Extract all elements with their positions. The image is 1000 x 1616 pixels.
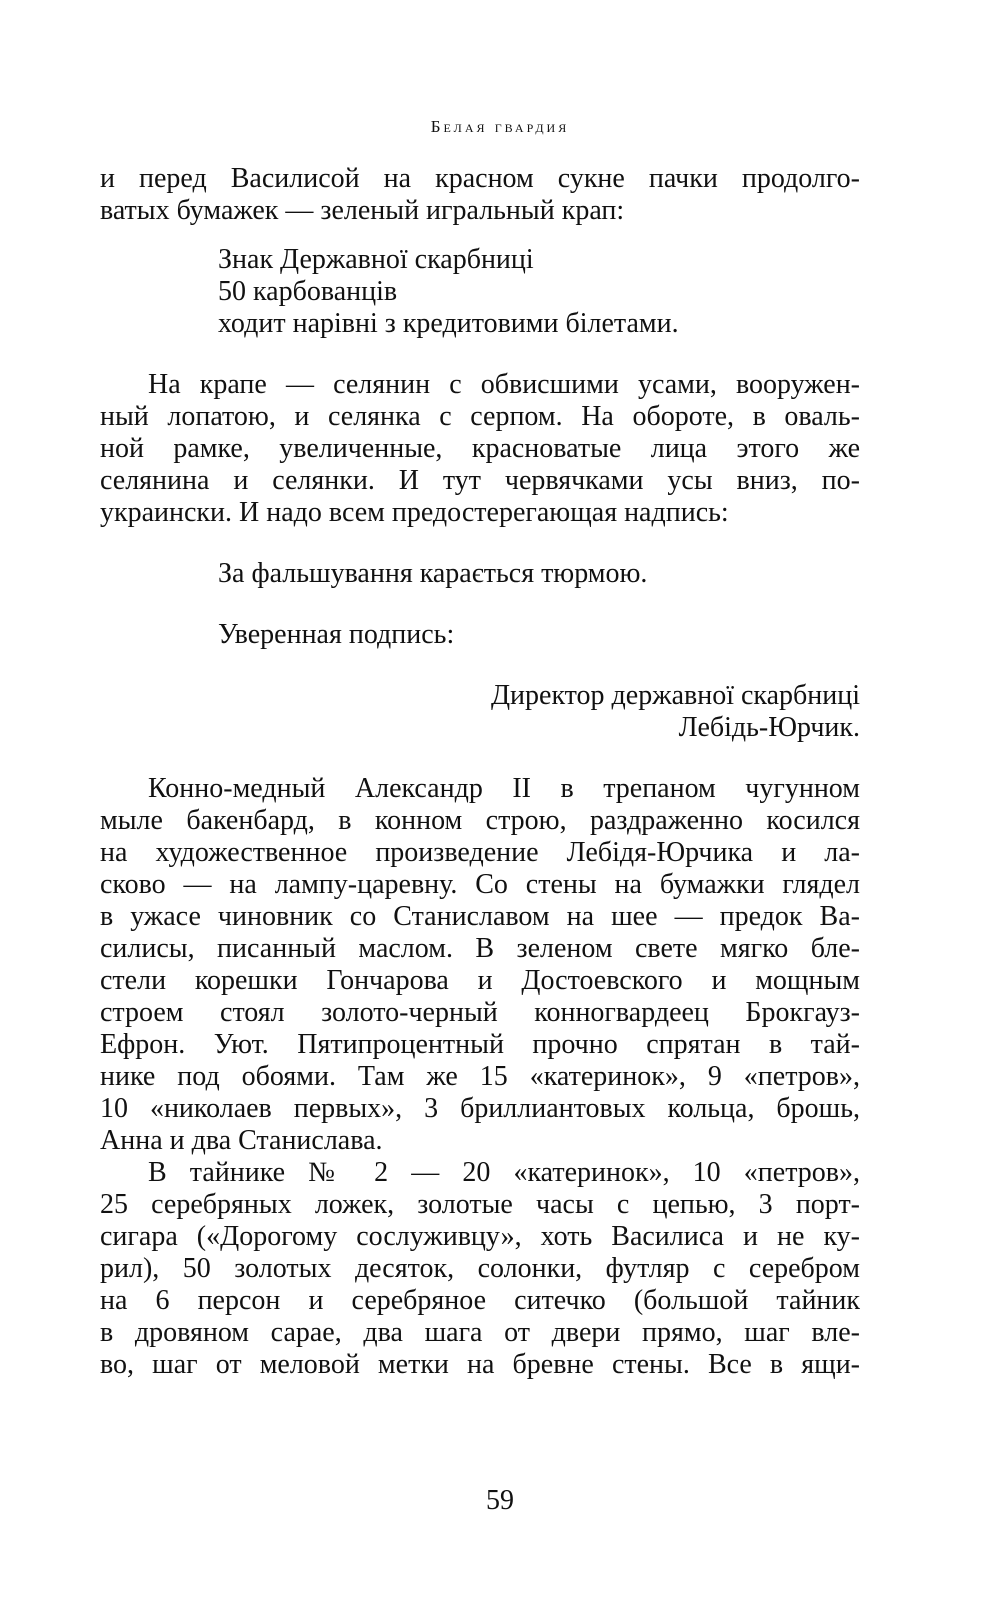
cache-paragraph	[100, 1157, 860, 1381]
text-line: стели корешки Гончарова и Достоевского и мощным	[100, 965, 860, 996]
text-line: Анна и два Станислава.	[100, 1125, 383, 1156]
text-line: в дровяном сарае, два шага от двери прямо, шаг вле-	[100, 1317, 860, 1348]
text-line: строем стоял золото-черный конногвардеец Брокгауз-	[100, 997, 860, 1028]
text-line: во, шаг от меловой метки на бревне стены. Все в ящи-	[100, 1349, 860, 1380]
text-line: Конно-медный Александр II в трепаном чугунном	[148, 773, 860, 804]
text-line: в ужасе чиновник со Станиславом на шее — предок Ва-	[100, 901, 860, 932]
page-number: 59	[486, 1485, 514, 1516]
text-line: 10 «николаев первых», 3 бриллиантовых кольца, брошь,	[100, 1093, 860, 1124]
inscription-line: ходит нарівні з кредитовими білетами.	[218, 308, 679, 339]
text-line: сигара («Дорогому сослуживцу», хоть Василиса и не ку-	[100, 1221, 860, 1252]
signature-intro: Уверенная подпись:	[218, 619, 455, 650]
signature-block	[100, 680, 860, 744]
signature-title: Директор державної скарбниці	[490, 680, 860, 711]
opening-paragraph	[100, 163, 860, 227]
signature-name: Лебідь-Юрчик.	[678, 712, 860, 743]
text-line: нике под обоями. Там же 15 «катеринок», 9 «петров»,	[100, 1061, 860, 1092]
text-line: рил), 50 золотых десяток, солонки, футляр с серебром	[100, 1253, 860, 1284]
body-text	[100, 163, 860, 1381]
text-line: В тайнике № 2 — 20 «катеринок», 10 «петров»,	[148, 1157, 860, 1188]
inscription-line: 50 карбованців	[218, 276, 398, 307]
warning-inscription: За фальшування карається тюрмою.	[218, 558, 648, 589]
text-line: силисы, писанный маслом. В зеленом свете мягко бле-	[100, 933, 860, 964]
text-line: На крапе — селянин с обвисшими усами, вооружен-	[148, 369, 860, 400]
text-line: украински. И надо всем предостерегающая надпись:	[100, 497, 729, 528]
text-line: на художественное произведение Лебідя-Юрчика и ла-	[100, 837, 860, 868]
text-line: ной рамке, увеличенные, красноватые лица этого же	[100, 433, 860, 464]
text-line: мыле бакенбард, в конном строю, раздраженно косился	[100, 805, 860, 836]
banknote-inscription	[100, 244, 860, 340]
text-line: 25 серебряных ложек, золотые часы с цепью, 3 порт-	[100, 1189, 860, 1220]
text-line: ватых бумажек — зеленый игральный крап:	[100, 195, 625, 226]
description-paragraph	[100, 369, 860, 529]
text-line: селянина и селянки. И тут червячками усы вниз, по-	[100, 465, 860, 496]
text-line: на 6 персон и серебряное ситечко (большой тайник	[100, 1285, 860, 1316]
alexander-paragraph	[100, 773, 860, 1157]
text-line: сково — на лампу-царевну. Со стены на бумажки глядел	[100, 869, 860, 900]
text-line: и перед Василисой на красном сукне пачки продолго-	[100, 163, 860, 194]
running-head: Белая гвардия	[430, 117, 570, 136]
text-line: ный лопатою, и селянка с серпом. На обороте, в оваль-	[100, 401, 860, 432]
text-line: Ефрон. Уют. Пятипроцентный прочно спрятан в тай-	[100, 1029, 860, 1060]
inscription-line: Знак Державної скарбниці	[218, 244, 534, 275]
